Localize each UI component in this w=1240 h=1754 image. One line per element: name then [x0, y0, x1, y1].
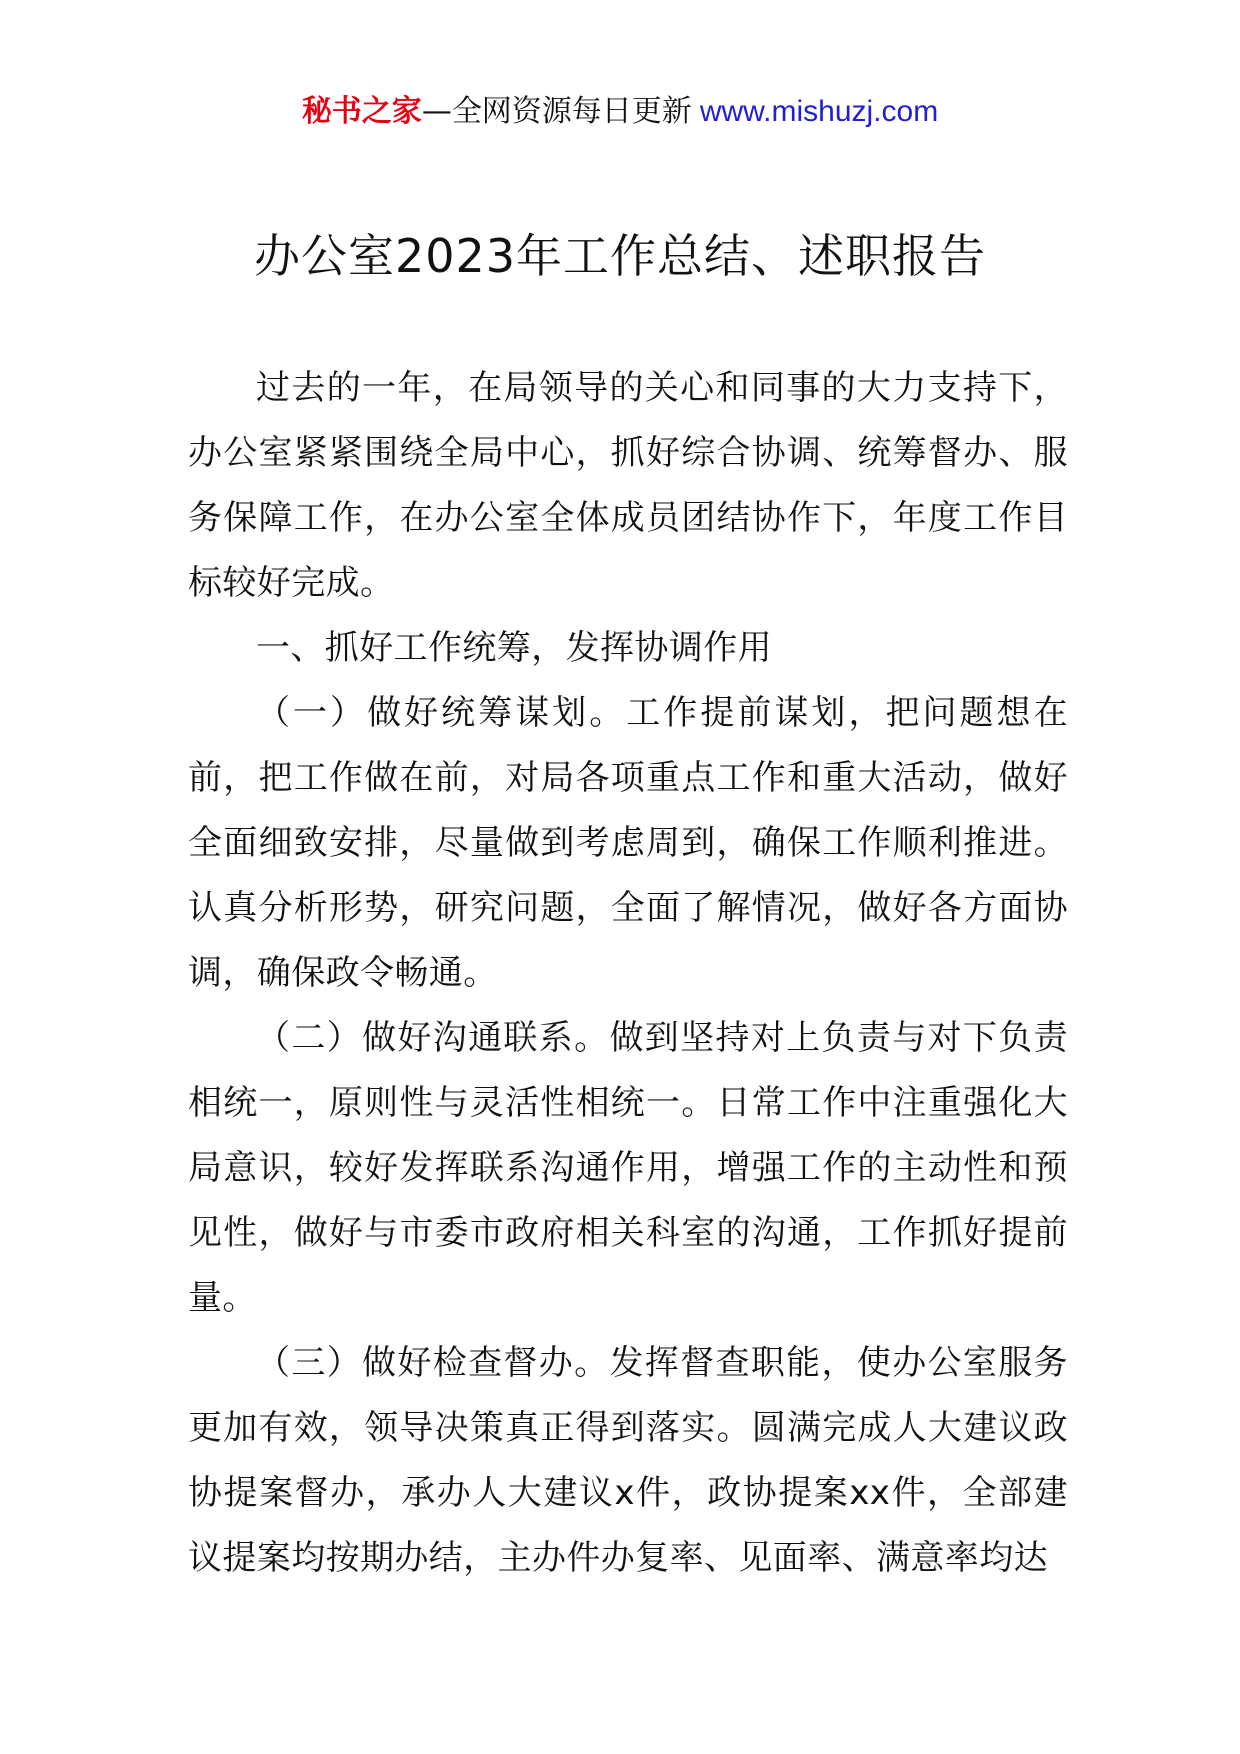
intro-paragraph: 过去的一年，在局领导的关心和同事的大力支持下，办公室紧紧围绕全局中心，抓好综合协调、统筹督办、服务保障工作，在办公室全体成员团结协作下，年度工作目标较好完成。 — [188, 368, 1068, 603]
site-url-link[interactable]: www.mishuzj.com — [699, 95, 939, 128]
document-title: 办公室2023年工作总结、述职报告 — [253, 229, 987, 283]
site-slogan: —全网资源每日更新 — [421, 94, 692, 129]
site-header — [0, 92, 1240, 132]
subsection-paragraph: （二）做好沟通联系。做到坚持对上负责与对下负责相统一，原则性与灵活性相统一。日常工作中注重强化大局意识，较好发挥联系沟通作用，增强工作的主动性和预见性，做好与市委市政府相关科室的沟通，工作抓好提前量。 — [188, 1018, 1068, 1318]
document-body — [188, 356, 1068, 1591]
site-brand: 秘书之家 — [301, 94, 422, 129]
section-heading: 一、抓好工作统筹，发挥协调作用 — [256, 628, 772, 668]
subsection-paragraph: （一）做好统筹谋划。工作提前谋划，把问题想在前，把工作做在前，对局各项重点工作和重大活动，做好全面细致安排，尽量做到考虑周到，确保工作顺利推进。认真分析形势，研究问题，全面了解情况，做好各方面协调，确保政令畅通。 — [188, 693, 1068, 993]
subsection-paragraph: （三）做好检查督办。发挥督查职能，使办公室服务更加有效，领导决策真正得到落实。圆满完成人大建议政协提案督办，承办人大建议x件，政协提案xx件，全部建议提案均按期办结，主办件办复率、见面率、满意率均达 — [188, 1343, 1068, 1578]
